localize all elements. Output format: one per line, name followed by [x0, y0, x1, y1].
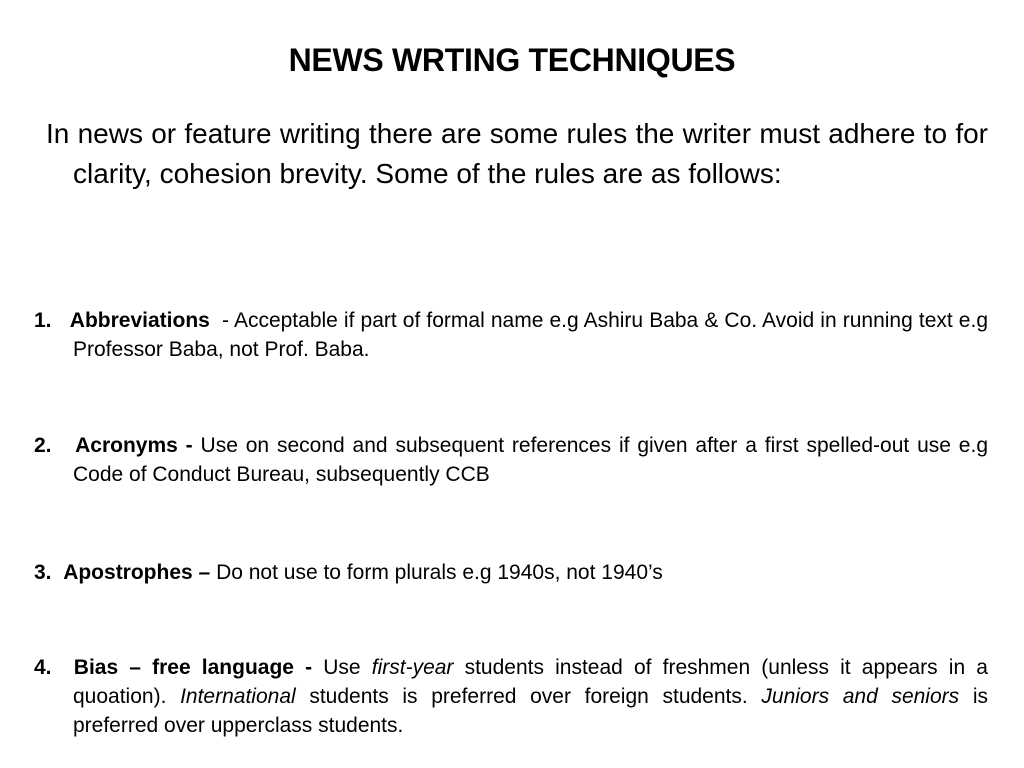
rule-item-acronyms [34, 431, 988, 489]
rule-item-apostrophes [34, 558, 988, 587]
rule-italic-text: International [180, 685, 296, 708]
rule-text: Do not use to form plurals e.g 1940s, not 1940’s [216, 561, 663, 584]
slide-title: NEWS WRTING TECHNIQUES [288, 42, 736, 78]
rule-number: 1. [34, 309, 52, 332]
rule-text: Use on second and subsequent references if given after a first spelled-out use e.g Code of Conduct Bureau, subsequently CCB [73, 434, 989, 486]
rule-number: 4. [34, 656, 52, 679]
rule-term: Apostrophes – [63, 561, 211, 584]
rule-text: students is preferred over foreign students. [309, 685, 748, 708]
rule-text: Use [323, 656, 361, 679]
rule-number: 3. [34, 561, 52, 584]
rule-item-bias-free-language [34, 653, 988, 740]
rule-italic-text: Juniors and seniors [761, 685, 960, 708]
rule-number: 2. [34, 434, 52, 457]
rule-term: Bias – free language - [73, 656, 313, 679]
rule-item-abbreviations: 1. Abbreviations - Acceptable if part of formal name e.g Ashiru Baba & Co. Avoid in running text e.g Professor Baba, not Prof. Baba. [34, 306, 988, 364]
rule-term: Acronyms - [75, 434, 193, 457]
rule-term: Abbreviations [69, 309, 210, 332]
rule-text: Acceptable if part of formal name e.g Ashiru Baba & Co. Avoid in running text e.g Professor Baba, not Prof. Baba. [73, 309, 988, 361]
rule-italic-text: first-year [371, 656, 454, 679]
rule-text: students instead of freshmen (unless it appears in a quoation). [73, 656, 988, 708]
intro-paragraph: In news or feature writing there are some rules the writer must adhere to for clarity, cohesion brevity. Some of the rules are as follows: [46, 118, 988, 189]
rule-text: is preferred over upperclass students. [73, 685, 988, 737]
